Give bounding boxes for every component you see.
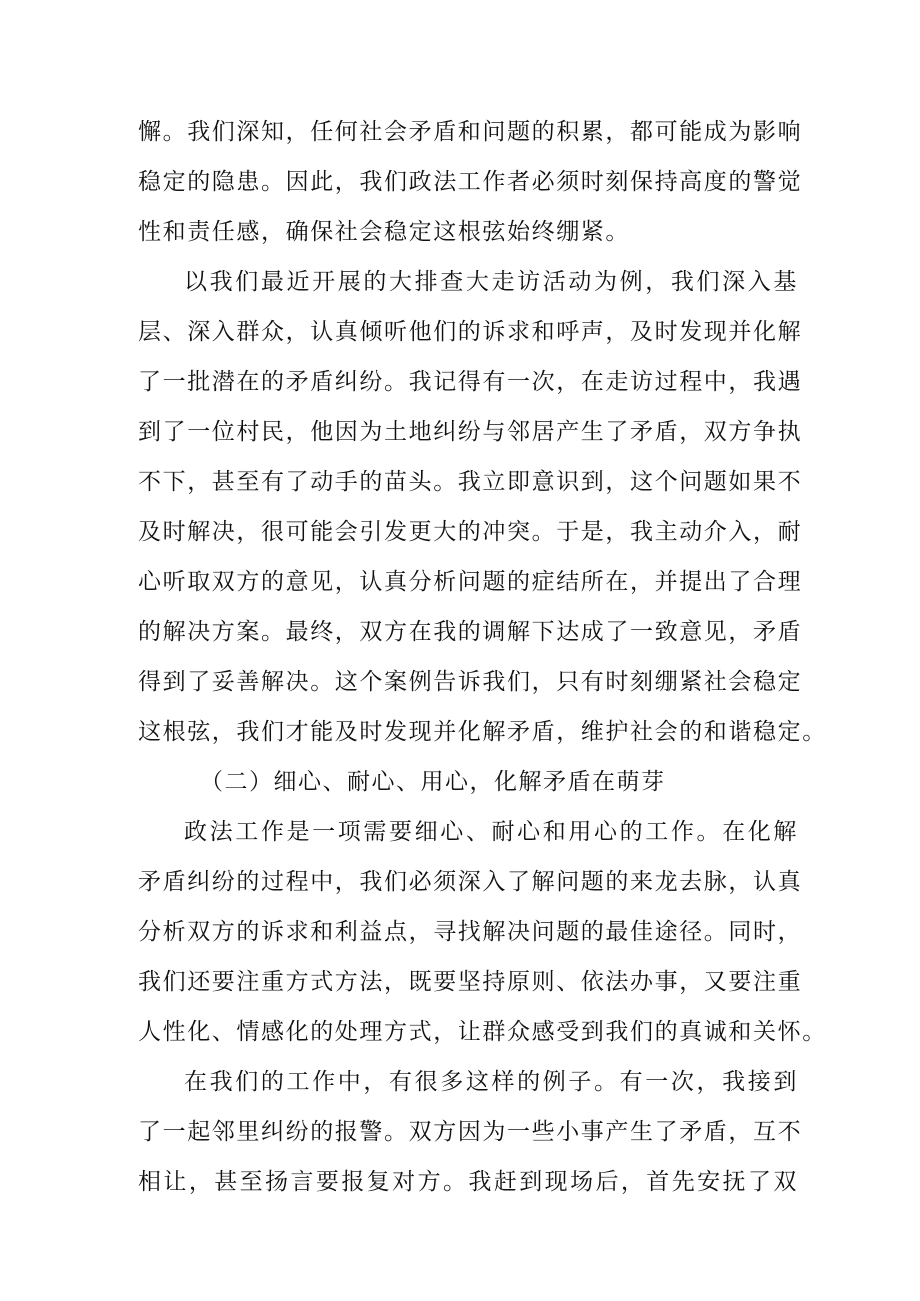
paragraph-line: 的解决方案。最终，双方在我的调解下达成了一致意见，矛盾 — [138, 619, 803, 645]
paragraph-line: 了一起邻里纠纷的报警。双方因为一些小事产生了矛盾，互不 — [138, 1119, 803, 1145]
paragraph-line: 懈。我们深知，任何社会矛盾和问题的积累，都可能成为影响 — [138, 119, 803, 145]
paragraph-line: 在我们的工作中，有很多这样的例子。有一次，我接到 — [184, 1069, 798, 1095]
paragraph-line: 人性化、情感化的处理方式，让群众感受到我们的真诚和关怀。 — [138, 1019, 827, 1045]
paragraph-line: 以我们最近开展的大排查大走访活动为例，我们深入基 — [184, 269, 798, 295]
paragraph-line: 分析双方的诉求和利益点，寻找解决问题的最佳途径。同时， — [138, 919, 803, 945]
paragraph-line: 层、深入群众，认真倾听他们的诉求和呼声，及时发现并化解 — [138, 319, 803, 345]
paragraph-line: 相让，甚至扬言要报复对方。我赶到现场后，首先安抚了双 — [138, 1169, 798, 1195]
section-heading: （二）细心、耐心、用心，化解矛盾在萌芽 — [200, 769, 666, 795]
paragraph-line: 到了一位村民，他因为土地纠纷与邻居产生了矛盾，双方争执 — [138, 419, 803, 445]
paragraph-line: 稳定的隐患。因此，我们政法工作者必须时刻保持高度的警觉 — [138, 169, 803, 195]
paragraph-line: 矛盾纠纷的过程中，我们必须深入了解问题的来龙去脉，认真 — [138, 869, 803, 895]
paragraph-line: 得到了妥善解决。这个案例告诉我们，只有时刻绷紧社会稳定 — [138, 669, 803, 695]
paragraph-line: 及时解决，很可能会引发更大的冲突。于是，我主动介入，耐 — [138, 519, 803, 545]
paragraph-line: 了一批潜在的矛盾纠纷。我记得有一次，在走访过程中，我遇 — [138, 369, 803, 395]
paragraph-line: 性和责任感，确保社会稳定这根弦始终绷紧。 — [138, 219, 630, 245]
paragraph-line: 心听取双方的意见，认真分析问题的症结所在，并提出了合理 — [138, 569, 803, 595]
paragraph-line: 政法工作是一项需要细心、耐心和用心的工作。在化解 — [184, 819, 798, 845]
paragraph-line: 我们还要注重方式方法，既要坚持原则、依法办事，又要注重 — [138, 969, 803, 995]
paragraph-line: 这根弦，我们才能及时发现并化解矛盾，维护社会的和谐稳定。 — [138, 719, 827, 745]
paragraph-line: 不下，甚至有了动手的苗头。我立即意识到，这个问题如果不 — [138, 469, 803, 495]
